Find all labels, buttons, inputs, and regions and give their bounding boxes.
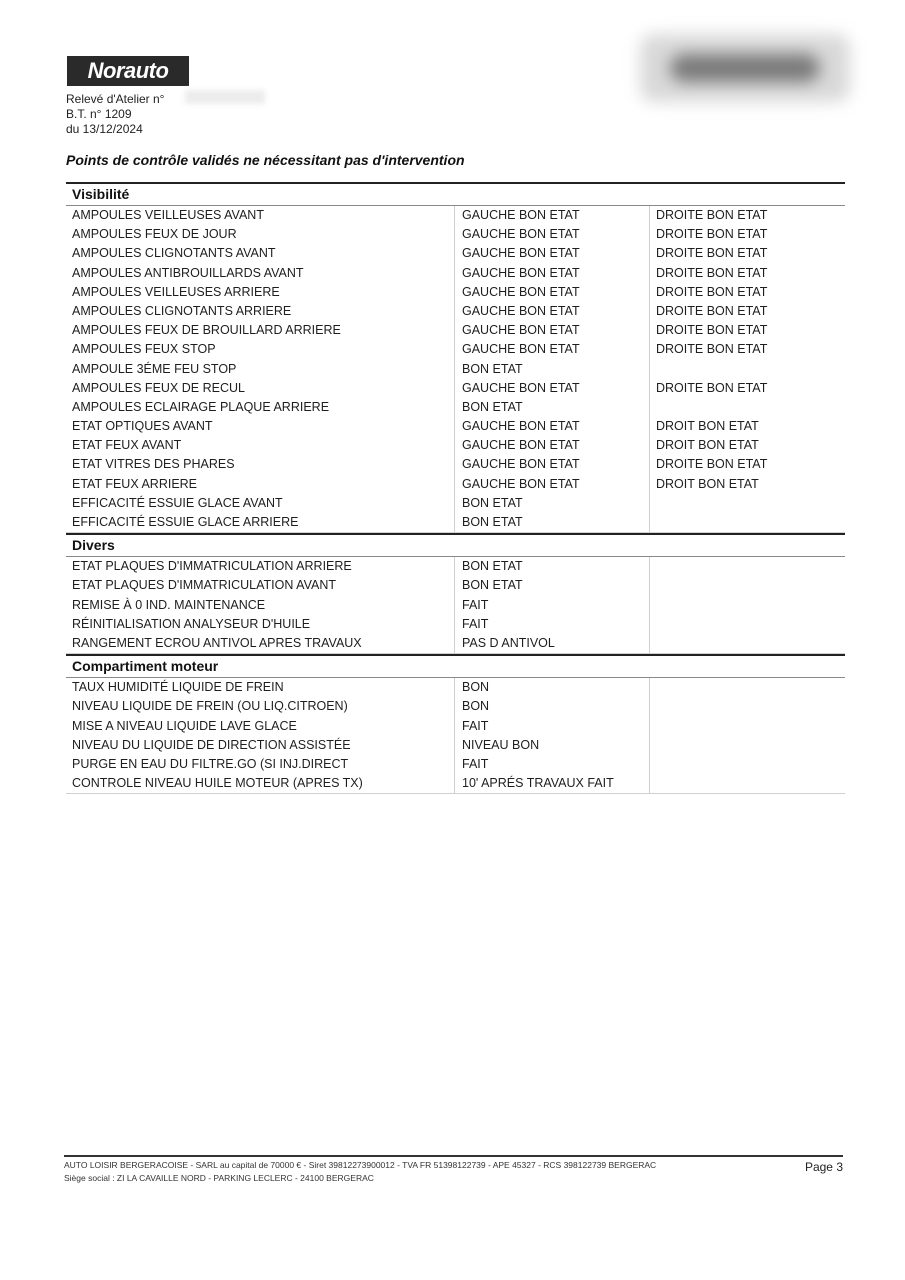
- result-left: GAUCHE BON ETAT: [454, 244, 649, 263]
- page-heading: Points de contrôle validés ne nécessitant pas d'intervention: [66, 152, 465, 168]
- control-point-label: NIVEAU DU LIQUIDE DE DIRECTION ASSISTÉE: [72, 737, 351, 752]
- control-point-label: ETAT PLAQUES D'IMMATRICULATION ARRIERE: [72, 559, 352, 574]
- section-rows: [66, 678, 845, 794]
- result-right: DROITE BON ETAT: [649, 455, 845, 474]
- table-row: [66, 697, 845, 716]
- result-left: NIVEAU BON: [454, 736, 649, 755]
- report-date: du 13/12/2024: [66, 122, 143, 136]
- table-row: [66, 634, 845, 653]
- control-point-label: TAUX HUMIDITÉ LIQUIDE DE FREIN: [72, 680, 284, 695]
- result-right: [649, 557, 845, 576]
- result-left: GAUCHE BON ETAT: [454, 455, 649, 474]
- table-row: [66, 244, 845, 263]
- table-row: [66, 302, 845, 321]
- section-rows: [66, 206, 845, 533]
- result-right: DROIT BON ETAT: [649, 417, 845, 436]
- control-points-table: [66, 182, 845, 794]
- control-point-label: AMPOULE 3ÉME FEU STOP: [72, 361, 237, 376]
- control-point-label: AMPOULES FEUX DE BROUILLARD ARRIERE: [72, 323, 341, 338]
- result-left: GAUCHE BON ETAT: [454, 475, 649, 494]
- result-right: DROITE BON ETAT: [649, 244, 845, 263]
- norauto-logo: Norauto: [67, 56, 189, 86]
- result-left: GAUCHE BON ETAT: [454, 417, 649, 436]
- control-point-label: AMPOULES ECLAIRAGE PLAQUE ARRIERE: [72, 399, 330, 414]
- result-right: DROIT BON ETAT: [649, 475, 845, 494]
- result-left: GAUCHE BON ETAT: [454, 436, 649, 455]
- result-right: [649, 576, 845, 595]
- result-left: FAIT: [454, 596, 649, 615]
- result-right: DROITE BON ETAT: [649, 264, 845, 283]
- section-title: Compartiment moteur: [66, 654, 845, 678]
- footer-divider: [64, 1155, 843, 1157]
- table-row: [66, 717, 845, 736]
- result-right: [649, 717, 845, 736]
- result-left: BON ETAT: [454, 513, 649, 532]
- result-left: GAUCHE BON ETAT: [454, 302, 649, 321]
- table-row: [66, 379, 845, 398]
- control-point-label: AMPOULES FEUX STOP: [72, 342, 216, 357]
- table-row: [66, 513, 845, 532]
- control-point-label: CONTROLE NIVEAU HUILE MOTEUR (APRES TX): [72, 776, 363, 791]
- table-row: [66, 340, 845, 359]
- result-left: GAUCHE BON ETAT: [454, 225, 649, 244]
- bt-number: B.T. n° 1209: [66, 107, 132, 121]
- table-row: [66, 615, 845, 634]
- table-row: [66, 774, 845, 793]
- table-row: [66, 283, 845, 302]
- table-row: [66, 321, 845, 340]
- table-row: [66, 398, 845, 417]
- redacted-logo-block: [640, 34, 850, 102]
- result-right: [649, 513, 845, 532]
- page-number: Page 3: [804, 1160, 843, 1174]
- control-point-label: RANGEMENT ECROU ANTIVOL APRES TRAVAUX: [72, 635, 362, 650]
- table-row: [66, 576, 845, 595]
- result-right: DROITE BON ETAT: [649, 206, 845, 225]
- result-right: [649, 634, 845, 653]
- control-point-label: AMPOULES VEILLEUSES AVANT: [72, 208, 264, 222]
- result-right: [649, 596, 845, 615]
- result-right: [649, 736, 845, 755]
- result-left: FAIT: [454, 615, 649, 634]
- control-point-label: MISE A NIVEAU LIQUIDE LAVE GLACE: [72, 718, 297, 733]
- footer-company-info: AUTO LOISIR BERGERACOISE - SARL au capital de 70000 € - Siret 39812273900012 - TVA FR 51398122739 - APE 45327 - RCS 398122739 BERGERAC: [64, 1160, 657, 1170]
- table-row: [66, 736, 845, 755]
- result-left: BON ETAT: [454, 360, 649, 379]
- table-row: [66, 678, 845, 697]
- footer-address: Siège social : ZI LA CAVAILLE NORD - PARKING LECLERC - 24100 BERGERAC: [64, 1173, 374, 1183]
- result-left: BON ETAT: [454, 576, 649, 595]
- result-right: DROITE BON ETAT: [649, 321, 845, 340]
- control-point-label: ETAT PLAQUES D'IMMATRICULATION AVANT: [72, 578, 336, 593]
- result-right: DROIT BON ETAT: [649, 436, 845, 455]
- result-right: [649, 755, 845, 774]
- result-left: BON: [454, 697, 649, 716]
- result-left: GAUCHE BON ETAT: [454, 340, 649, 359]
- table-row: [66, 206, 845, 225]
- result-right: DROITE BON ETAT: [649, 379, 845, 398]
- result-right: DROITE BON ETAT: [649, 302, 845, 321]
- table-row: [66, 225, 845, 244]
- result-right: [649, 615, 845, 634]
- table-row: [66, 475, 845, 494]
- control-point-label: EFFICACITÉ ESSUIE GLACE ARRIERE: [72, 515, 299, 529]
- control-point-label: AMPOULES VEILLEUSES ARRIERE: [72, 284, 280, 299]
- control-point-label: AMPOULES CLIGNOTANTS ARRIERE: [72, 303, 292, 318]
- result-left: FAIT: [454, 755, 649, 774]
- result-left: FAIT: [454, 717, 649, 736]
- section-rows: [66, 557, 845, 654]
- control-point-label: ETAT FEUX ARRIERE: [72, 476, 198, 491]
- releve-label: Relevé d'Atelier n°: [66, 92, 165, 106]
- section-title: Divers: [66, 533, 845, 557]
- table-row: [66, 596, 845, 615]
- result-right: [649, 494, 845, 513]
- control-point-label: ETAT FEUX AVANT: [72, 438, 182, 453]
- result-left: 10' APRÉS TRAVAUX FAIT: [454, 774, 649, 793]
- control-point-label: NIVEAU LIQUIDE DE FREIN (OU LIQ.CITROEN): [72, 699, 348, 714]
- result-right: [649, 360, 845, 379]
- control-point-label: EFFICACITÉ ESSUIE GLACE AVANT: [72, 495, 283, 510]
- redacted-releve-number: [185, 90, 265, 104]
- table-row: [66, 557, 845, 576]
- control-point-label: AMPOULES CLIGNOTANTS AVANT: [72, 246, 276, 261]
- result-left: BON ETAT: [454, 494, 649, 513]
- control-point-label: ETAT OPTIQUES AVANT: [72, 419, 213, 434]
- result-left: GAUCHE BON ETAT: [454, 379, 649, 398]
- result-right: [649, 398, 845, 417]
- result-right: [649, 697, 845, 716]
- control-point-label: AMPOULES FEUX DE JOUR: [72, 227, 237, 242]
- table-row: [66, 417, 845, 436]
- result-right: DROITE BON ETAT: [649, 340, 845, 359]
- result-right: DROITE BON ETAT: [649, 225, 845, 244]
- table-row: [66, 455, 845, 474]
- control-point-label: ETAT VITRES DES PHARES: [72, 457, 235, 472]
- result-left: PAS D ANTIVOL: [454, 634, 649, 653]
- table-row: [66, 755, 845, 774]
- result-left: BON ETAT: [454, 398, 649, 417]
- control-point-label: REMISE À 0 IND. MAINTENANCE: [72, 597, 266, 612]
- result-left: GAUCHE BON ETAT: [454, 321, 649, 340]
- result-left: GAUCHE BON ETAT: [454, 283, 649, 302]
- table-row: [66, 264, 845, 283]
- table-row: [66, 360, 845, 379]
- table-row: [66, 436, 845, 455]
- table-row: [66, 494, 845, 513]
- control-point-label: AMPOULES ANTIBROUILLARDS AVANT: [72, 265, 304, 280]
- result-right: DROITE BON ETAT: [649, 283, 845, 302]
- result-left: GAUCHE BON ETAT: [454, 264, 649, 283]
- result-right: [649, 774, 845, 793]
- result-left: BON ETAT: [454, 557, 649, 576]
- control-point-label: AMPOULES FEUX DE RECUL: [72, 380, 245, 395]
- section-title: Visibilité: [66, 182, 845, 206]
- result-left: GAUCHE BON ETAT: [454, 206, 649, 225]
- control-point-label: PURGE EN EAU DU FILTRE.GO (SI INJ.DIRECT: [72, 756, 349, 771]
- result-right: [649, 678, 845, 697]
- control-point-label: RÉINITIALISATION ANALYSEUR D'HUILE: [72, 616, 311, 631]
- result-left: BON: [454, 678, 649, 697]
